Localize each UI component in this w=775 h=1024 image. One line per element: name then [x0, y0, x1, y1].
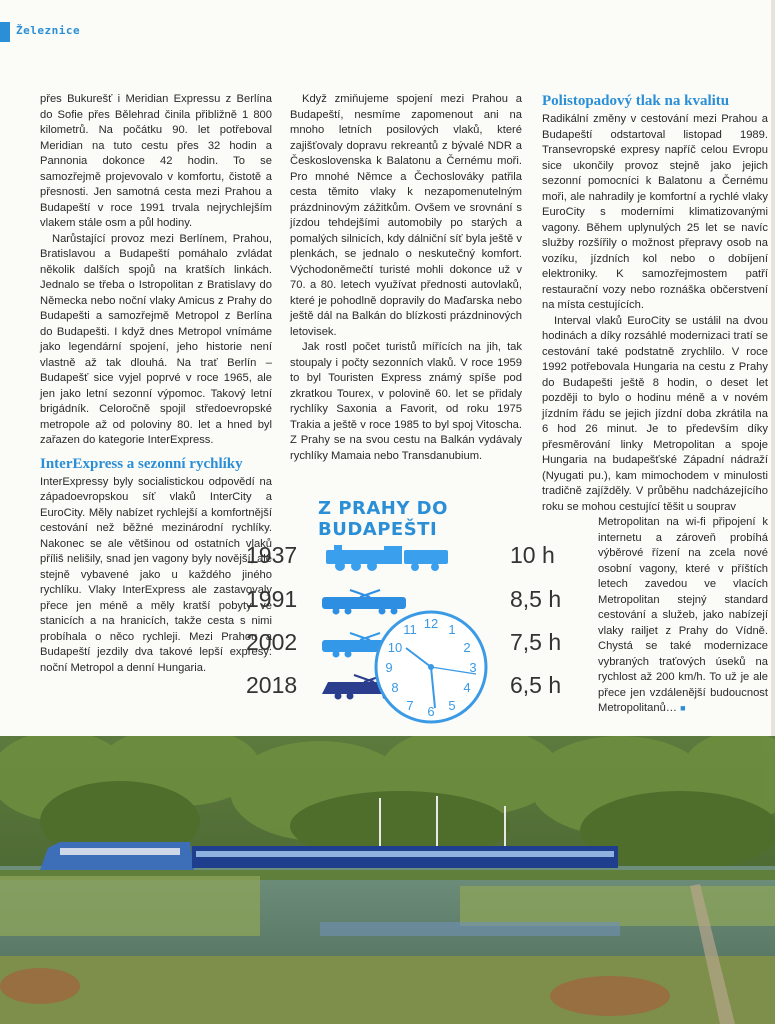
clock-number-12: 12: [423, 616, 439, 631]
col3-paragraph-3: [598, 515, 768, 717]
clock-number-2: 2: [463, 640, 471, 655]
section-label: Železnice: [16, 24, 81, 37]
col2-paragraph-1: Když zmiňujeme spojení mezi Prahou a Budapeští, nesmíme zapomenout ani na mnoho letních posilových vlaků, které zajišťovaly dopravu rekreantů z bývalé NDR a Československa k Balatonu a Černému moři. Pro mnohé Němce a Čechoslováky patřila cesta těmito vlaky k nezapomenutelným prázdninovým zážitkům. Ovšem ve srovnání s jízdou tehdejšími automobily po starých a pomalých silnicích, kdy dálniční síť byla ještě v plenkách, se jednalo o neskutečný komfort. Východoněmečtí turisté mohli dokonce už v 70. a 80. letech využívat přednosti autovlaků, které je pohodlně dopravily do Maďarska nebo ještě dál na Balkán do blízkosti prázdninových letovisek.: [290, 93, 522, 338]
train-landscape-photo: [0, 736, 775, 1024]
column-2: [290, 92, 522, 464]
col1-heading: InterExpress a sezonní rychlíky: [40, 455, 243, 472]
col3-paragraph-1: Radikální změny v cestování mezi Prahou a Budapeští odstartoval listopad 1989. Transevropské expresy napříč celou Evropu sice ukončily provoz stejně jako jejich sezonní pomocníci k Balatonu a Černému moři, ale nahradily je komfortní a rychlé vlaky EuroCity s moderními klimatizovanými vagony. Během uplynulých 25 let se navíc služby rozšířily o možnost přepravy osob na vozíku, jízdních kol nebo o dobíjení elektroniky. K samozřejmostem patří restaurační vozy nebo roznáška občerstvení na místa cestujících.: [542, 113, 768, 311]
section-tab: [0, 22, 10, 42]
col3-paragraph-3-text: Metropolitan na wi-fi připojení k internetu a zároveň probíhá výběrové řízení na zcela nové osobní vagony, které v příštích letech zavedou ve vlacích Metropolitan stejný standard cestování a služeb, jako nabízejí vlaky railjet z Prahy do Vídně. Chystá se také modernizace vybraných traťových úseků na rychlost až 200 km/h. To už je ale přece jen vzdálenější budoucnost Metropolitanů…: [598, 516, 768, 714]
clock-icon: [372, 608, 490, 726]
clock-number-11: 11: [403, 622, 417, 637]
col1-paragraph-3: InterExpressy byly socialistickou odpovědí na západoevropskou síť vlaků InterCity a EuroCity. Měly nabízet rychlejší a komfortnější cestování než běžné mezinárodní rychlíky. Nakonec se ale většinou od ostatních vlaků příliš nelišily, snad jen vagony byly novější, ale stejně vybavené jako u každého jiného rychlíku. Vlaky InterExpress ale zastavovaly přece jen méně a měly kratší pobyty ve stanicích a na hranicích, takže cesta s nimi probíhala o něco rychleji. Mezi Prahou a Budapeští jezdily dva takové lepší expresy: noční Metropol a denní Hungaria.: [40, 475, 272, 674]
column-1: [40, 92, 272, 676]
end-mark: ■: [680, 703, 686, 713]
time-2018: 6,5 h: [510, 672, 562, 698]
col3-heading: Polistopadový tlak na kvalitu: [542, 93, 730, 109]
clock-number-5: 5: [448, 698, 456, 713]
column-3: [542, 92, 768, 717]
col1-paragraph-1: přes Bukurešť i Meridian Expressu z Berlína do Sofie přes Bělehrad činila přibližně 1 800 kilometrů. Na počátku 90. let potřeboval Meridian na tuto cestu přes 32 hodin a Pannonia dokonce 42 hodin. To se samozřejmě projevovalo v komfortu, čistotě a přesnosti. Jen samotná cesta mezi Prahou a Budapeští v roce 1991 trvala nejrychlejším vlakem stále osm a půl hodiny.: [40, 93, 272, 229]
time-1937: 10 h: [510, 542, 555, 568]
steam-locomotive-icon: [320, 544, 452, 572]
col3-paragraph-2: Interval vlaků EuroCity se ustálil na dvou hodinách a díky rozsáhlé modernizaci tratí se cestování také podstatně zrychlilo. V roce 1992 potřebovala Hungaria na cestu z Prahy do Budapešti ještě 8 hodin, o deset let později to bylo o hodinu méně a v novém jízdním řádu se jejich jízdní doba zkrátila na 6 hod 26 minut. Je to především díky přesměrování linky Metropolitan a spoje Hungaria na budapešťské Západní nádraží (Nyugati pu.), kam mimochodem v minulosti tradičně zajížděly. V průběhu nadcházejícího roku se mohou cestující těšit u souprav: [542, 314, 768, 513]
infographic-title: Z PRAHY DO BUDAPEŠTI: [318, 498, 448, 540]
time-2002: 7,5 h: [510, 629, 562, 655]
year-1991: 1991: [246, 586, 298, 612]
clock-number-6: 6: [427, 704, 435, 719]
clock-number-7: 7: [406, 698, 414, 713]
clock-number-10: 10: [387, 640, 403, 655]
clock-number-4: 4: [463, 680, 471, 695]
year-2018: 2018: [246, 672, 298, 698]
clock-number-9: 9: [385, 660, 393, 675]
col1-paragraph-2: Narůstající provoz mezi Berlínem, Prahou, Bratislavou a Budapeští pomáhalo zvládat několik dalších spojů na kratších linkách. Jednalo se třeba o Istropolitan z Bratislavy do Německa nebo noční vlaky Amicus z Prahy do Budapešti a samozřejmě Metropol z Berlína do Budapešti. I když dnes Metropol vnímáme jako legendární spojení, jeho historie není vlastně až tak dlouhá. Na trať Berlín – Budapešť sice vyjel poprvé v roce 1965, ale jen jako letní sezonní výpomoc. Takový letní brigádník. Celoročně spojil středoevropské metropole až od poloviny 80. let a hned byl zařazen do kategorie InterExpress.: [40, 232, 272, 446]
time-1991: 8,5 h: [510, 586, 562, 612]
year-2002: 2002: [246, 629, 298, 655]
clock-number-1: 1: [448, 622, 456, 637]
col2-paragraph-2: Jak rostl počet turistů mířících na jih, tak stoupaly i počty sezonních vlaků. V roce 1959 to byl Touristen Express známý spíše pod zkratkou Tourex, v polovině 60. let se přidaly rychlíky Saxonia a Favorit, od roku 1975 Trakia a ještě v roce 1985 to byl spoj Vitoscha. Z Prahy se na svou cestu na Balkán vydávaly rychlíky Mamaia nebo Transdanubium.: [290, 341, 522, 462]
year-1937: 1937: [246, 542, 298, 568]
clock-number-3: 3: [469, 660, 477, 675]
clock-number-8: 8: [391, 680, 399, 695]
